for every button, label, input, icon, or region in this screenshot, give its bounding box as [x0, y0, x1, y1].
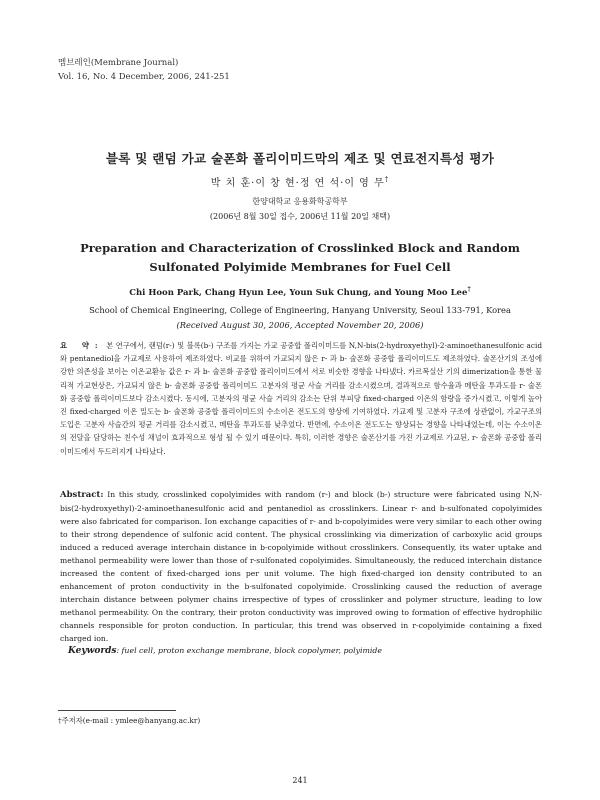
korean-abstract-label: 요 약: [60, 341, 104, 350]
english-received: (Received August 30, 2006, Accepted November 20, 2006) [176, 320, 424, 330]
korean-received: (2006년 8월 30일 접수, 2006년 11월 20일 채택) [209, 212, 391, 221]
english-abstract-text: In this study, crosslinked copolyimides with random (r-) and block (b-) structure were fabricated using N,N-bis(2-hydroxyethyl)-2-aminoethanesulfonic acid and pentanediol as crosslinkers. Linear r- and b-sulfonated copolyimides were also fabricated for comparison. Ion exchange capacities of r- and b-copolyimides were very similar to each other owing to their strong dependence of sulfonic acid content. The physical crosslinking via dimerization of carboxylic acid groups induced a reduced average interchain distance in b-copolyimide without crosslinkers. Consequently, its water uptake and methanol permeability were lower than those of r-sulfonated copolyimides. Simultaneously, the reduced interchain distance increased the content of fixed-charged ions per unit volume. The high fixed-charged ion density contributed to an enhancement of proton conductivity in the b-sulfonated copolyimide. Crosslinking caused the reduction of average interchain distance between polymer chains irrespective of types of crosslinker and polymer structure, leading to low methanol permeability. On the contrary, their proton conductivity was improved owing to formation of effective hydrophilic channels responsible for proton conduction. In particular, this trend was observed in r-copolyimide containing a fixed charged ion. [60, 490, 542, 643]
english-affiliation: School of Chemical Engineering, College of Engineering, Hanyang University, Seoul 133-791, Korea [89, 305, 511, 315]
journal-header [58, 56, 230, 84]
korean-authors [0, 174, 600, 189]
korean-abstract-text: 본 연구에서, 랜덤(r-) 및 블록(b-) 구조를 가지는 가교 공중합 폴리이미드를 N,N-bis(2-hydroxyethyl)-2-aminoethanesulfonic acid와 pentanediol을 가교제로 사용하여 제조하였다. 비교를 위하여 가교되지 않은 r- 과 b- 술폰화 공중합 폴리이미드도 제조하였다. 술폰산기의 조성에 강한 의존성을 보이는 이온교환능 값은 r- 과 b- 술폰화 공중합 폴리이미드에서 서로 비슷한 경향을 나타냈다. 카르복실산 기의 dimerization을 통한 물리적 가교현상은, 가교되지 않은 b- 술폰화 공중합 폴리이미드 고분자의 평균 사슬 거리를 감소시켰으며, 결과적으로 함수율과 메탄올 투과도를 r- 술폰화 공중합 폴리이미드보다 감소시켰다. 동시에, 고분자의 평균 사슬 거리의 감소는 단위 부피당 fixed-charged 이온의 함량을 증가시켰고, 이렇게 높아진 fixed-charged 이온 밀도는 b- 술폰화 공중합 폴리이미드의 수소이온 전도도의 향상에 기여하였다. 가교제 및 고분자 구조에 상관없이, 가교구조의 도입은 고분자 사슬간의 평균 거리를 감소시켰고, 메탄올 투과도를 낮추었다. 반면에, 수소이온 전도도는 향상되는 경향을 나타내었는데, 이는 수소이온의 전달을 담당하는 친수성 채널이 효과적으로 형성 될 수 있기 때문이다. 특히, 이러한 경향은 술폰산기를 가진 가교제로 가교된, r- 술폰화 공중합 폴리이미드에서 두드러지게 나타났다. [60, 341, 542, 456]
journal-name: 멤브레인(Membrane Journal) [58, 58, 179, 68]
english-dagger: † [467, 285, 471, 293]
english-abstract [60, 488, 542, 645]
english-title: Preparation and Characterization of Crosslinked Block and Random Sulfonated Polyimide Membranes for Fuel Cell [80, 241, 520, 274]
korean-dagger: † [384, 175, 390, 184]
korean-title: 블록 및 랜덤 가교 술폰화 폴리이미드막의 제조 및 연료전지특성 평가 [105, 151, 495, 166]
footnote-rule [58, 710, 176, 711]
footnote: †주저자(e-mail : ymlee@hanyang.ac.kr) [58, 716, 201, 725]
english-abstract-label: Abstract: [60, 490, 104, 500]
keywords [68, 646, 382, 656]
korean-author-names: 박 치 훈·이 창 현·정 연 석·이 영 무 [210, 178, 385, 189]
korean-abstract [60, 339, 542, 458]
english-authors [0, 285, 600, 298]
keywords-label: Keywords [68, 646, 117, 656]
page-number: 241 [292, 776, 308, 785]
keywords-text: : fuel cell, proton exchange membrane, block copolymer, polyimide [116, 646, 383, 655]
english-author-names: Chi Hoon Park, Chang Hyun Lee, Youn Suk Chung, and Young Moo Lee [129, 287, 468, 298]
journal-volume: Vol. 16, No. 4 December, 2006, 241-251 [58, 72, 230, 82]
korean-affiliation: 한양대학교 응용화학공학부 [252, 197, 348, 206]
